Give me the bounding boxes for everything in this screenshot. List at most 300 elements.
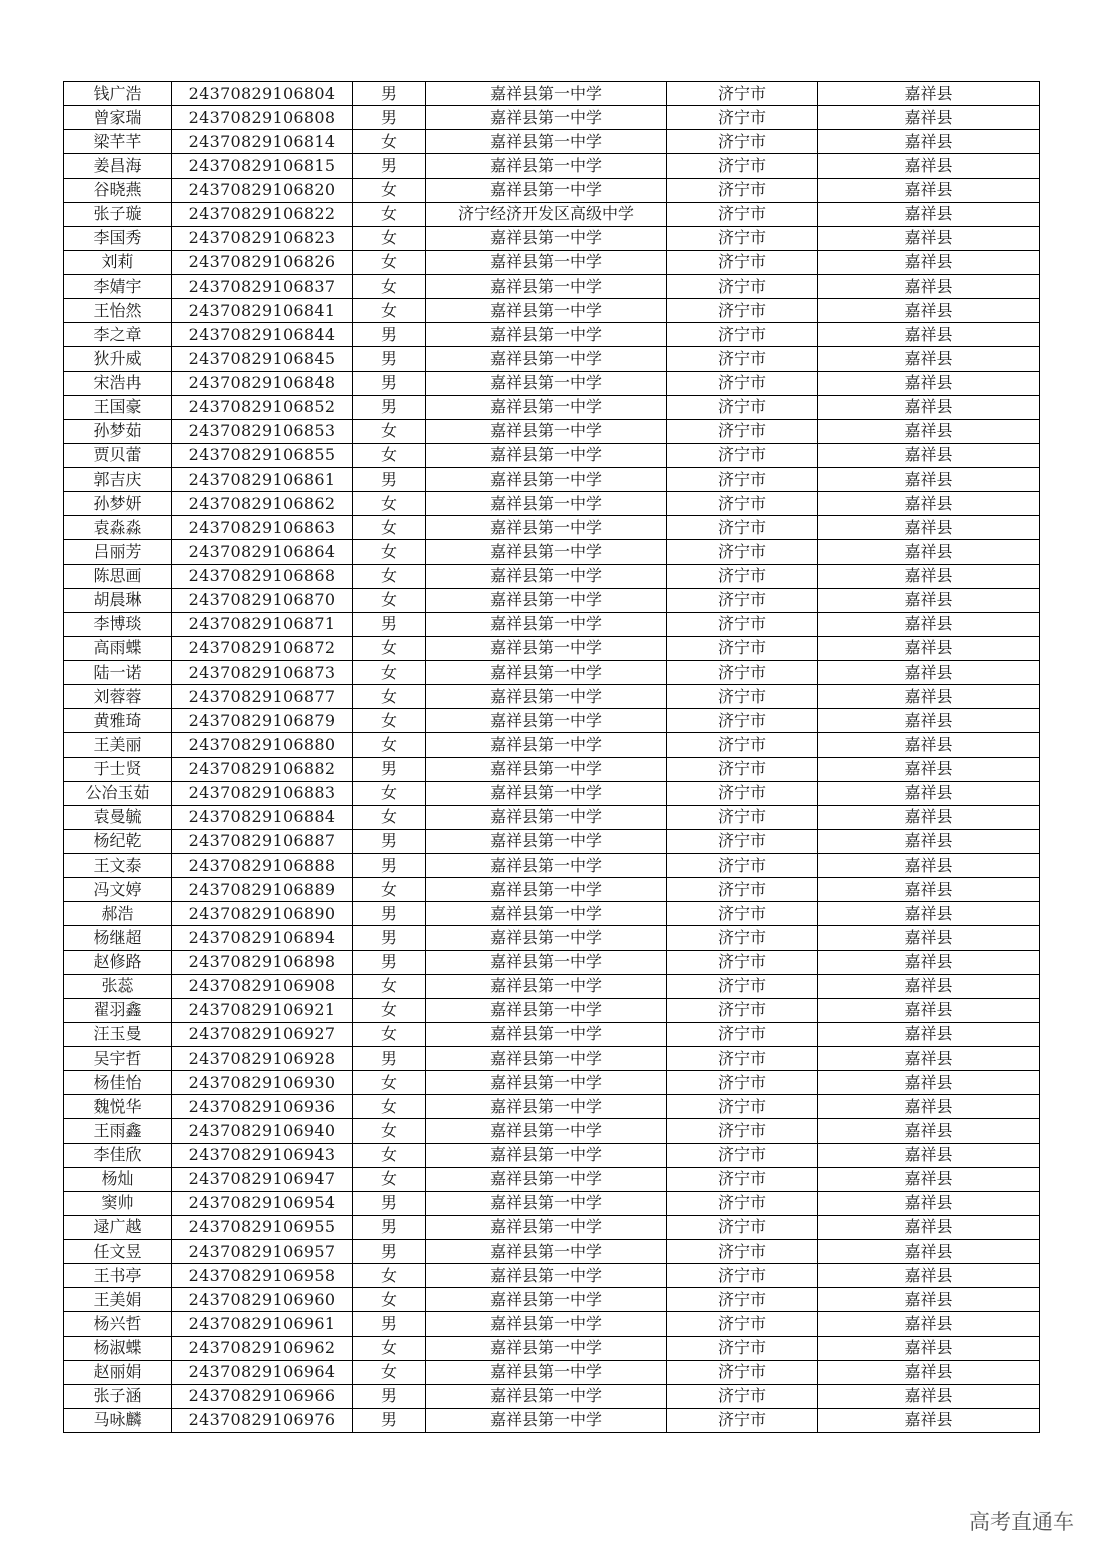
table-row	[64, 1240, 1040, 1264]
table-row	[64, 974, 1040, 998]
gender-cell: 女	[353, 419, 426, 443]
county-cell: 嘉祥县	[818, 1143, 1040, 1167]
gender-cell: 女	[353, 1167, 426, 1191]
table-row	[64, 130, 1040, 154]
county-cell: 嘉祥县	[818, 516, 1040, 540]
table-row	[64, 299, 1040, 323]
school-cell: 嘉祥县第一中学	[426, 492, 667, 516]
gender-cell: 女	[353, 226, 426, 250]
name-cell: 贾贝蕾	[64, 443, 172, 467]
county-cell: 嘉祥县	[818, 636, 1040, 660]
gender-cell: 男	[353, 106, 426, 130]
exam-id-cell: 24370829106947	[172, 1167, 353, 1191]
name-cell: 张子涵	[64, 1384, 172, 1408]
city-cell: 济宁市	[667, 950, 818, 974]
gender-cell: 女	[353, 685, 426, 709]
exam-id-cell: 24370829106804	[172, 82, 353, 106]
school-cell: 嘉祥县第一中学	[426, 902, 667, 926]
county-cell: 嘉祥县	[818, 1095, 1040, 1119]
gender-cell: 男	[353, 612, 426, 636]
gender-cell: 女	[353, 974, 426, 998]
exam-id-cell: 24370829106879	[172, 709, 353, 733]
school-cell: 嘉祥县第一中学	[426, 275, 667, 299]
exam-id-cell: 24370829106868	[172, 564, 353, 588]
exam-id-cell: 24370829106940	[172, 1119, 353, 1143]
school-cell: 嘉祥县第一中学	[426, 926, 667, 950]
school-cell: 嘉祥县第一中学	[426, 178, 667, 202]
county-cell: 嘉祥县	[818, 275, 1040, 299]
gender-cell: 女	[353, 1095, 426, 1119]
name-cell: 马咏麟	[64, 1408, 172, 1432]
table-row	[64, 516, 1040, 540]
city-cell: 济宁市	[667, 1240, 818, 1264]
table-row	[64, 154, 1040, 178]
city-cell: 济宁市	[667, 1119, 818, 1143]
school-cell: 嘉祥县第一中学	[426, 1095, 667, 1119]
gender-cell: 女	[353, 1360, 426, 1384]
exam-id-cell: 24370829106883	[172, 781, 353, 805]
name-cell: 吕丽芳	[64, 540, 172, 564]
county-cell: 嘉祥县	[818, 1071, 1040, 1095]
gender-cell: 男	[353, 1215, 426, 1239]
city-cell: 济宁市	[667, 661, 818, 685]
county-cell: 嘉祥县	[818, 612, 1040, 636]
table-row	[64, 395, 1040, 419]
name-cell: 高雨蝶	[64, 636, 172, 660]
county-cell: 嘉祥县	[818, 226, 1040, 250]
exam-id-cell: 24370829106894	[172, 926, 353, 950]
name-cell: 逯广越	[64, 1215, 172, 1239]
city-cell: 济宁市	[667, 757, 818, 781]
county-cell: 嘉祥县	[818, 371, 1040, 395]
county-cell: 嘉祥县	[818, 1312, 1040, 1336]
county-cell: 嘉祥县	[818, 178, 1040, 202]
gender-cell: 女	[353, 275, 426, 299]
table-row	[64, 1288, 1040, 1312]
table-row	[64, 275, 1040, 299]
gender-cell: 男	[353, 902, 426, 926]
city-cell: 济宁市	[667, 1336, 818, 1360]
county-cell: 嘉祥县	[818, 733, 1040, 757]
school-cell: 嘉祥县第一中学	[426, 733, 667, 757]
exam-id-cell: 24370829106960	[172, 1288, 353, 1312]
gender-cell: 女	[353, 540, 426, 564]
county-cell: 嘉祥县	[818, 1119, 1040, 1143]
school-cell: 嘉祥县第一中学	[426, 130, 667, 154]
name-cell: 郭吉庆	[64, 468, 172, 492]
county-cell: 嘉祥县	[818, 974, 1040, 998]
table-row	[64, 106, 1040, 130]
city-cell: 济宁市	[667, 202, 818, 226]
table-row	[64, 805, 1040, 829]
exam-id-cell: 24370829106864	[172, 540, 353, 564]
county-cell: 嘉祥县	[818, 468, 1040, 492]
county-cell: 嘉祥县	[818, 1191, 1040, 1215]
name-cell: 李之章	[64, 323, 172, 347]
exam-id-cell: 24370829106837	[172, 275, 353, 299]
gender-cell: 女	[353, 250, 426, 274]
county-cell: 嘉祥县	[818, 781, 1040, 805]
county-cell: 嘉祥县	[818, 1047, 1040, 1071]
city-cell: 济宁市	[667, 347, 818, 371]
school-cell: 嘉祥县第一中学	[426, 323, 667, 347]
exam-id-cell: 24370829106908	[172, 974, 353, 998]
exam-id-cell: 24370829106820	[172, 178, 353, 202]
county-cell: 嘉祥县	[818, 1240, 1040, 1264]
name-cell: 于士贤	[64, 757, 172, 781]
name-cell: 杨继超	[64, 926, 172, 950]
city-cell: 济宁市	[667, 685, 818, 709]
exam-id-cell: 24370829106872	[172, 636, 353, 660]
school-cell: 嘉祥县第一中学	[426, 299, 667, 323]
gender-cell: 女	[353, 805, 426, 829]
name-cell: 魏悦华	[64, 1095, 172, 1119]
gender-cell: 男	[353, 1408, 426, 1432]
table-row	[64, 468, 1040, 492]
exam-id-cell: 24370829106976	[172, 1408, 353, 1432]
city-cell: 济宁市	[667, 516, 818, 540]
exam-id-cell: 24370829106845	[172, 347, 353, 371]
table-row	[64, 1191, 1040, 1215]
exam-id-cell: 24370829106871	[172, 612, 353, 636]
school-cell: 嘉祥县第一中学	[426, 443, 667, 467]
city-cell: 济宁市	[667, 419, 818, 443]
school-cell: 嘉祥县第一中学	[426, 1022, 667, 1046]
school-cell: 嘉祥县第一中学	[426, 82, 667, 106]
gender-cell: 女	[353, 781, 426, 805]
table-row	[64, 612, 1040, 636]
gender-cell: 男	[353, 854, 426, 878]
name-cell: 袁曼毓	[64, 805, 172, 829]
county-cell: 嘉祥县	[818, 154, 1040, 178]
name-cell: 袁淼淼	[64, 516, 172, 540]
name-cell: 钱广浩	[64, 82, 172, 106]
exam-id-cell: 24370829106882	[172, 757, 353, 781]
name-cell: 赵修路	[64, 950, 172, 974]
table-row	[64, 564, 1040, 588]
name-cell: 冯文婷	[64, 878, 172, 902]
name-cell: 王怡然	[64, 299, 172, 323]
city-cell: 济宁市	[667, 998, 818, 1022]
table-row	[64, 1071, 1040, 1095]
county-cell: 嘉祥县	[818, 202, 1040, 226]
city-cell: 济宁市	[667, 1264, 818, 1288]
gender-cell: 女	[353, 492, 426, 516]
table-row	[64, 323, 1040, 347]
county-cell: 嘉祥县	[818, 829, 1040, 853]
exam-id-cell: 24370829106844	[172, 323, 353, 347]
school-cell: 嘉祥县第一中学	[426, 540, 667, 564]
city-cell: 济宁市	[667, 275, 818, 299]
city-cell: 济宁市	[667, 805, 818, 829]
table-row	[64, 636, 1040, 660]
name-cell: 公冶玉茹	[64, 781, 172, 805]
exam-id-cell: 24370829106961	[172, 1312, 353, 1336]
school-cell: 嘉祥县第一中学	[426, 1240, 667, 1264]
gender-cell: 男	[353, 395, 426, 419]
school-cell: 嘉祥县第一中学	[426, 1143, 667, 1167]
gender-cell: 女	[353, 709, 426, 733]
city-cell: 济宁市	[667, 540, 818, 564]
county-cell: 嘉祥县	[818, 323, 1040, 347]
school-cell: 嘉祥县第一中学	[426, 588, 667, 612]
county-cell: 嘉祥县	[818, 130, 1040, 154]
table-row	[64, 443, 1040, 467]
school-cell: 嘉祥县第一中学	[426, 878, 667, 902]
school-cell: 嘉祥县第一中学	[426, 395, 667, 419]
exam-id-cell: 24370829106814	[172, 130, 353, 154]
table-row	[64, 82, 1040, 106]
city-cell: 济宁市	[667, 854, 818, 878]
city-cell: 济宁市	[667, 299, 818, 323]
table-row	[64, 950, 1040, 974]
school-cell: 嘉祥县第一中学	[426, 371, 667, 395]
gender-cell: 女	[353, 443, 426, 467]
city-cell: 济宁市	[667, 1022, 818, 1046]
gender-cell: 男	[353, 468, 426, 492]
name-cell: 王书亭	[64, 1264, 172, 1288]
school-cell: 嘉祥县第一中学	[426, 347, 667, 371]
student-table	[63, 81, 1040, 1433]
county-cell: 嘉祥县	[818, 926, 1040, 950]
city-cell: 济宁市	[667, 588, 818, 612]
city-cell: 济宁市	[667, 564, 818, 588]
school-cell: 嘉祥县第一中学	[426, 612, 667, 636]
name-cell: 刘莉	[64, 250, 172, 274]
name-cell: 杨兴哲	[64, 1312, 172, 1336]
table-row	[64, 829, 1040, 853]
city-cell: 济宁市	[667, 829, 818, 853]
exam-id-cell: 24370829106964	[172, 1360, 353, 1384]
county-cell: 嘉祥县	[818, 661, 1040, 685]
gender-cell: 男	[353, 154, 426, 178]
table-row	[64, 1384, 1040, 1408]
exam-id-cell: 24370829106889	[172, 878, 353, 902]
school-cell: 嘉祥县第一中学	[426, 974, 667, 998]
school-cell: 嘉祥县第一中学	[426, 757, 667, 781]
exam-id-cell: 24370829106888	[172, 854, 353, 878]
county-cell: 嘉祥县	[818, 902, 1040, 926]
gender-cell: 女	[353, 1119, 426, 1143]
table-row	[64, 1264, 1040, 1288]
city-cell: 济宁市	[667, 709, 818, 733]
county-cell: 嘉祥县	[818, 106, 1040, 130]
name-cell: 宋浩冉	[64, 371, 172, 395]
county-cell: 嘉祥县	[818, 998, 1040, 1022]
city-cell: 济宁市	[667, 1191, 818, 1215]
name-cell: 王美丽	[64, 733, 172, 757]
county-cell: 嘉祥县	[818, 492, 1040, 516]
exam-id-cell: 24370829106826	[172, 250, 353, 274]
county-cell: 嘉祥县	[818, 419, 1040, 443]
name-cell: 杨纪乾	[64, 829, 172, 853]
exam-id-cell: 24370829106815	[172, 154, 353, 178]
school-cell: 嘉祥县第一中学	[426, 636, 667, 660]
gender-cell: 女	[353, 130, 426, 154]
exam-id-cell: 24370829106852	[172, 395, 353, 419]
table-row	[64, 202, 1040, 226]
table-row	[64, 926, 1040, 950]
table-row	[64, 1119, 1040, 1143]
name-cell: 孙梦茹	[64, 419, 172, 443]
school-cell: 嘉祥县第一中学	[426, 1191, 667, 1215]
name-cell: 汪玉曼	[64, 1022, 172, 1046]
name-cell: 陈思画	[64, 564, 172, 588]
county-cell: 嘉祥县	[818, 588, 1040, 612]
exam-id-cell: 24370829106927	[172, 1022, 353, 1046]
city-cell: 济宁市	[667, 106, 818, 130]
gender-cell: 男	[353, 371, 426, 395]
exam-id-cell: 24370829106848	[172, 371, 353, 395]
city-cell: 济宁市	[667, 371, 818, 395]
city-cell: 济宁市	[667, 82, 818, 106]
table-row	[64, 492, 1040, 516]
school-cell: 嘉祥县第一中学	[426, 1288, 667, 1312]
exam-id-cell: 24370829106862	[172, 492, 353, 516]
name-cell: 狄升威	[64, 347, 172, 371]
name-cell: 任文昱	[64, 1240, 172, 1264]
county-cell: 嘉祥县	[818, 1336, 1040, 1360]
gender-cell: 男	[353, 950, 426, 974]
school-cell: 嘉祥县第一中学	[426, 805, 667, 829]
table-row	[64, 347, 1040, 371]
city-cell: 济宁市	[667, 226, 818, 250]
name-cell: 王雨鑫	[64, 1119, 172, 1143]
county-cell: 嘉祥县	[818, 1384, 1040, 1408]
city-cell: 济宁市	[667, 1312, 818, 1336]
gender-cell: 女	[353, 1143, 426, 1167]
gender-cell: 女	[353, 588, 426, 612]
school-cell: 嘉祥县第一中学	[426, 226, 667, 250]
name-cell: 李博琰	[64, 612, 172, 636]
county-cell: 嘉祥县	[818, 564, 1040, 588]
name-cell: 曾家瑞	[64, 106, 172, 130]
name-cell: 梁芊芊	[64, 130, 172, 154]
gender-cell: 女	[353, 1071, 426, 1095]
county-cell: 嘉祥县	[818, 1408, 1040, 1432]
exam-id-cell: 24370829106962	[172, 1336, 353, 1360]
county-cell: 嘉祥县	[818, 1215, 1040, 1239]
county-cell: 嘉祥县	[818, 709, 1040, 733]
gender-cell: 女	[353, 1288, 426, 1312]
city-cell: 济宁市	[667, 926, 818, 950]
exam-id-cell: 24370829106898	[172, 950, 353, 974]
table-row	[64, 854, 1040, 878]
exam-id-cell: 24370829106943	[172, 1143, 353, 1167]
name-cell: 孙梦妍	[64, 492, 172, 516]
gender-cell: 男	[353, 1047, 426, 1071]
name-cell: 王国豪	[64, 395, 172, 419]
city-cell: 济宁市	[667, 468, 818, 492]
exam-id-cell: 24370829106880	[172, 733, 353, 757]
name-cell: 王文泰	[64, 854, 172, 878]
city-cell: 济宁市	[667, 443, 818, 467]
table-row	[64, 178, 1040, 202]
name-cell: 杨淑蝶	[64, 1336, 172, 1360]
name-cell: 杨佳怡	[64, 1071, 172, 1095]
gender-cell: 女	[353, 299, 426, 323]
city-cell: 济宁市	[667, 902, 818, 926]
table-row	[64, 781, 1040, 805]
county-cell: 嘉祥县	[818, 1167, 1040, 1191]
exam-id-cell: 24370829106873	[172, 661, 353, 685]
school-cell: 嘉祥县第一中学	[426, 709, 667, 733]
table-row	[64, 371, 1040, 395]
name-cell: 赵丽娟	[64, 1360, 172, 1384]
county-cell: 嘉祥县	[818, 1022, 1040, 1046]
table-row	[64, 757, 1040, 781]
exam-id-cell: 24370829106955	[172, 1215, 353, 1239]
exam-id-cell: 24370829106966	[172, 1384, 353, 1408]
name-cell: 吴宇哲	[64, 1047, 172, 1071]
exam-id-cell: 24370829106930	[172, 1071, 353, 1095]
gender-cell: 男	[353, 1191, 426, 1215]
table-row	[64, 1143, 1040, 1167]
city-cell: 济宁市	[667, 130, 818, 154]
exam-id-cell: 24370829106855	[172, 443, 353, 467]
school-cell: 嘉祥县第一中学	[426, 854, 667, 878]
table-row	[64, 709, 1040, 733]
county-cell: 嘉祥县	[818, 1264, 1040, 1288]
school-cell: 嘉祥县第一中学	[426, 1167, 667, 1191]
gender-cell: 男	[353, 323, 426, 347]
table-row	[64, 588, 1040, 612]
gender-cell: 女	[353, 202, 426, 226]
exam-id-cell: 24370829106928	[172, 1047, 353, 1071]
exam-id-cell: 24370829106870	[172, 588, 353, 612]
table-row	[64, 419, 1040, 443]
city-cell: 济宁市	[667, 154, 818, 178]
table-row	[64, 661, 1040, 685]
gender-cell: 女	[353, 733, 426, 757]
county-cell: 嘉祥县	[818, 299, 1040, 323]
county-cell: 嘉祥县	[818, 854, 1040, 878]
table-row	[64, 250, 1040, 274]
city-cell: 济宁市	[667, 492, 818, 516]
gender-cell: 女	[353, 1264, 426, 1288]
school-cell: 嘉祥县第一中学	[426, 1071, 667, 1095]
table-row	[64, 1408, 1040, 1432]
name-cell: 黄雅琦	[64, 709, 172, 733]
city-cell: 济宁市	[667, 1408, 818, 1432]
name-cell: 翟羽鑫	[64, 998, 172, 1022]
school-cell: 嘉祥县第一中学	[426, 1047, 667, 1071]
exam-id-cell: 24370829106936	[172, 1095, 353, 1119]
table-row	[64, 1167, 1040, 1191]
exam-id-cell: 24370829106841	[172, 299, 353, 323]
gender-cell: 女	[353, 178, 426, 202]
school-cell: 嘉祥县第一中学	[426, 1336, 667, 1360]
county-cell: 嘉祥县	[818, 443, 1040, 467]
school-cell: 嘉祥县第一中学	[426, 1312, 667, 1336]
gender-cell: 女	[353, 516, 426, 540]
school-cell: 嘉祥县第一中学	[426, 1215, 667, 1239]
school-cell: 嘉祥县第一中学	[426, 829, 667, 853]
table-row	[64, 902, 1040, 926]
gender-cell: 女	[353, 878, 426, 902]
table-row	[64, 1360, 1040, 1384]
exam-id-cell: 24370829106954	[172, 1191, 353, 1215]
school-cell: 嘉祥县第一中学	[426, 1264, 667, 1288]
exam-id-cell: 24370829106887	[172, 829, 353, 853]
school-cell: 嘉祥县第一中学	[426, 1384, 667, 1408]
exam-id-cell: 24370829106863	[172, 516, 353, 540]
county-cell: 嘉祥县	[818, 685, 1040, 709]
name-cell: 姜昌海	[64, 154, 172, 178]
city-cell: 济宁市	[667, 1047, 818, 1071]
city-cell: 济宁市	[667, 974, 818, 998]
gender-cell: 女	[353, 636, 426, 660]
